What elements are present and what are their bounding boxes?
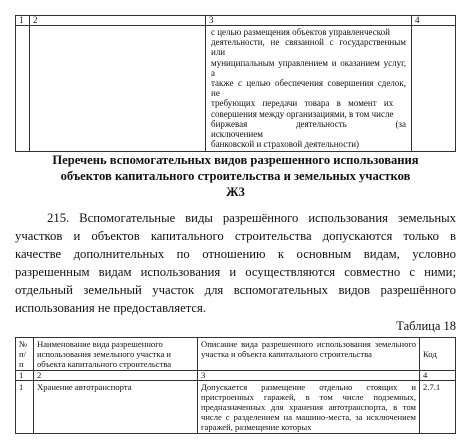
- section-title-line: объектов капитального строительства и земельных участков: [60, 169, 411, 183]
- description-line: с целью размещения объектов управленческой: [211, 27, 390, 37]
- col-number-4: 4: [412, 16, 456, 26]
- description-line: биржевая деятельность (за исключением: [211, 118, 406, 140]
- col-number-1: 1: [16, 16, 30, 26]
- description-line: деятельности, не связанной с государственным или: [211, 37, 406, 58]
- section-title-zone: Ж3: [226, 185, 245, 199]
- col-number-4: 4: [420, 371, 456, 381]
- continued-table: [15, 15, 456, 152]
- paragraph-line: 215. Вспомогательные виды разрешённого использования земельных: [47, 211, 456, 225]
- row-code: 2.7.1: [420, 381, 456, 434]
- table-row: [16, 26, 456, 152]
- header-num: № п/п: [16, 338, 34, 371]
- description-line: совершения между организациями, в том числе: [211, 108, 394, 119]
- land-use-table: [15, 337, 456, 434]
- header-row: [16, 338, 456, 371]
- col-number-2: 2: [30, 16, 206, 26]
- header-description: Описание вида разрешенного использования земельного участка и объекта капитального строительства: [198, 338, 420, 371]
- row-name: Хранение автотранспорта: [34, 381, 198, 434]
- description-line: также с целью обеспечения совершения сделок, не: [211, 78, 406, 99]
- paragraph-line: использования не предоставляется.: [15, 301, 207, 315]
- col-number-2: 2: [34, 371, 198, 381]
- table-caption: Таблица 18: [396, 319, 456, 333]
- paragraph-line: отдельный земельный участок для вспомогательных видов разрешённого: [15, 283, 456, 297]
- col-number-3: 3: [206, 16, 412, 26]
- header-name: Наименование вида разрешенного использования земельного участка и объекта капитального строительства: [34, 338, 198, 371]
- description-line: требующих передачи товара в момент их: [211, 98, 394, 109]
- column-number-row: [16, 16, 456, 26]
- description-line: муниципальным управлением и оказанием услуг, а: [211, 57, 406, 78]
- col-number-1: 1: [16, 371, 34, 381]
- paragraph-line: качестве дополнительных по отношению к основным видам, условно: [15, 247, 456, 261]
- section-title-line: Перечень вспомогательных видов разрешенного использования: [52, 153, 419, 167]
- description-cell: [206, 26, 412, 152]
- paragraph-line: разрешенным видам использования и осуществляются совместно с ними;: [15, 265, 456, 279]
- paragraph-line: участков и объектов капитального строительства допускаются только в: [15, 229, 456, 243]
- row-description: Допускается размещение отдельно стоящих и пристроенных гаражей, в том числе подземных, предназначенных для хранения автотранспорта, в том числе с разделением на машино-места, за исключением гаражей, размещение которых: [198, 381, 420, 434]
- row-num: 1: [16, 381, 34, 434]
- table-row: [16, 381, 456, 434]
- column-number-row: [16, 371, 456, 381]
- header-code: Код: [420, 338, 456, 371]
- col-number-3: 3: [198, 371, 420, 381]
- description-line: банковской и страховой деятельности): [211, 139, 360, 150]
